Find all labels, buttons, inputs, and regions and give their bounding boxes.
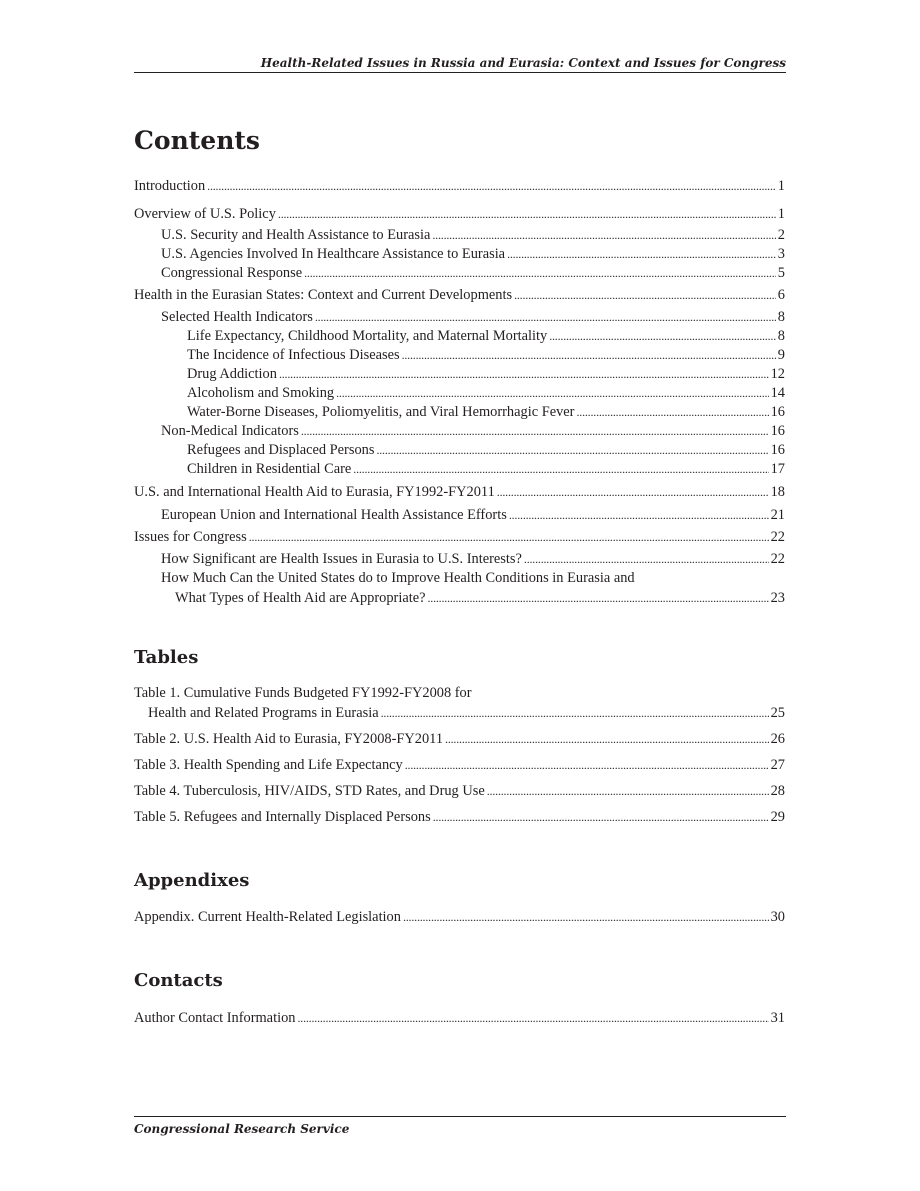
- toc-entry-title: Appendix. Current Health-Related Legislation: [134, 909, 401, 925]
- toc-entry[interactable]: [134, 205, 785, 223]
- toc-entry[interactable]: [175, 589, 785, 607]
- leader-dots: [336, 384, 769, 402]
- toc-entry[interactable]: [161, 550, 785, 568]
- toc-entry-page: 29: [770, 809, 785, 825]
- toc-entry-title: Table 3. Health Spending and Life Expectancy: [134, 757, 403, 773]
- footer: Congressional Research Service: [134, 1122, 350, 1136]
- toc-entry-title: U.S. Agencies Involved In Healthcare Assistance to Eurasia: [161, 246, 506, 262]
- leader-dots: [427, 589, 768, 607]
- toc-entry[interactable]: [161, 245, 785, 263]
- toc-entry-page: 8: [777, 328, 785, 344]
- toc-entry-title: Refugees and Displaced Persons: [187, 442, 375, 458]
- toc-entry-title: Table 5. Refugees and Internally Displaced Persons: [134, 809, 431, 825]
- leader-dots: [304, 264, 776, 282]
- toc-entry-page: 12: [770, 366, 785, 382]
- leader-dots: [507, 245, 776, 263]
- toc-entry[interactable]: [187, 403, 785, 421]
- toc-entry[interactable]: [161, 226, 785, 244]
- toc-entry-page: 25: [770, 705, 785, 721]
- leader-dots: [514, 286, 776, 304]
- leader-dots: [487, 782, 769, 800]
- leader-dots: [249, 528, 769, 546]
- leader-dots: [445, 730, 769, 748]
- toc-entry[interactable]: [134, 286, 785, 304]
- leader-dots: [279, 365, 769, 383]
- leader-dots: [297, 1009, 768, 1027]
- leader-dots: [497, 483, 769, 501]
- toc-entry-title: Health and Related Programs in Eurasia: [148, 705, 379, 721]
- toc-entry-title: U.S. Security and Health Assistance to Eurasia: [161, 227, 431, 243]
- leader-dots: [403, 908, 769, 926]
- toc-entry[interactable]: [134, 177, 785, 195]
- leader-dots: [278, 205, 776, 223]
- leader-dots: [509, 506, 769, 524]
- toc-entry-page: 16: [770, 442, 785, 458]
- header-rule: [134, 72, 786, 73]
- toc-entry-title: Overview of U.S. Policy: [134, 206, 276, 222]
- toc-entry[interactable]: [187, 384, 785, 402]
- leader-dots: [381, 704, 769, 722]
- leader-dots: [549, 327, 776, 345]
- toc-entry-title: Issues for Congress: [134, 529, 247, 545]
- toc-entry[interactable]: [187, 365, 785, 383]
- toc-entry-title: Author Contact Information: [134, 1010, 296, 1026]
- toc-entry-title: Life Expectancy, Childhood Mortality, and Maternal Mortality: [187, 328, 548, 344]
- footer-rule: [134, 1116, 786, 1117]
- toc-entry-title: What Types of Health Aid are Appropriate?: [175, 590, 426, 606]
- toc-entry-title-line1[interactable]: How Much Can the United States do to Improve Health Conditions in Eurasia and: [161, 570, 635, 586]
- leader-dots: [576, 403, 768, 421]
- toc-entry-page: 1: [777, 178, 785, 194]
- toc-entry-page: 21: [770, 507, 785, 523]
- toc-entry-title: Introduction: [134, 178, 206, 194]
- leader-dots: [315, 308, 776, 326]
- toc-entry[interactable]: [134, 808, 785, 826]
- toc-entry[interactable]: [187, 327, 785, 345]
- toc-entry[interactable]: [161, 264, 785, 282]
- leader-dots: [402, 346, 776, 364]
- toc-entry[interactable]: [134, 528, 785, 546]
- toc-entry-page: 23: [770, 590, 785, 606]
- toc-entry-page: 2: [777, 227, 785, 243]
- toc-entry-title: How Significant are Health Issues in Eurasia to U.S. Interests?: [161, 551, 522, 567]
- leader-dots: [301, 422, 769, 440]
- toc-entry-title: Drug Addiction: [187, 366, 277, 382]
- toc-entry-title: Water-Borne Diseases, Poliomyelitis, and Viral Hemorrhagic Fever: [187, 404, 575, 420]
- toc-entry-title: Alcoholism and Smoking: [187, 385, 335, 401]
- contents-heading: Contents: [134, 126, 261, 155]
- toc-entry-title: Table 4. Tuberculosis, HIV/AIDS, STD Rates, and Drug Use: [134, 783, 485, 799]
- toc-entry[interactable]: [148, 704, 785, 722]
- toc-entry-page: 28: [770, 783, 785, 799]
- toc-entry[interactable]: [134, 908, 785, 926]
- toc-entry[interactable]: [134, 483, 785, 501]
- toc-entry-page: 1: [777, 206, 785, 222]
- toc-entry-page: 14: [770, 385, 785, 401]
- toc-entry-page: 16: [770, 404, 785, 420]
- toc-entry[interactable]: [187, 441, 785, 459]
- toc-entry-page: 9: [777, 347, 785, 363]
- toc-entry-page: 17: [770, 461, 785, 477]
- leader-dots: [376, 441, 768, 459]
- toc-entry-page: 5: [777, 265, 785, 281]
- toc-entry-page: 26: [770, 731, 785, 747]
- toc-entry-title-line1[interactable]: Table 1. Cumulative Funds Budgeted FY1992-FY2008 for: [134, 685, 472, 701]
- toc-entry-title: Health in the Eurasian States: Context and Current Developments: [134, 287, 513, 303]
- toc-entry-page: 22: [770, 551, 785, 567]
- toc-entry-page: 18: [770, 484, 785, 500]
- toc-entry-page: 27: [770, 757, 785, 773]
- leader-dots: [524, 550, 769, 568]
- leader-dots: [433, 808, 769, 826]
- tables-heading: Tables: [134, 647, 199, 668]
- appendixes-heading: Appendixes: [134, 870, 250, 891]
- toc-entry-title: The Incidence of Infectious Diseases: [187, 347, 400, 363]
- toc-entry-page: 22: [770, 529, 785, 545]
- leader-dots: [353, 460, 768, 478]
- toc-entry-title: U.S. and International Health Aid to Eurasia, FY1992-FY2011: [134, 484, 495, 500]
- toc-entry-page: 31: [770, 1010, 785, 1026]
- toc-entry-title: Children in Residential Care: [187, 461, 352, 477]
- toc-entry[interactable]: [161, 506, 785, 524]
- toc-entry[interactable]: [161, 422, 785, 440]
- running-header: Health-Related Issues in Russia and Eurasia: Context and Issues for Congress: [260, 56, 786, 70]
- toc-entry-page: 6: [777, 287, 785, 303]
- toc-entry[interactable]: [134, 1009, 785, 1027]
- toc-entry[interactable]: [134, 782, 785, 800]
- toc-entry-title: Congressional Response: [161, 265, 303, 281]
- toc-entry-title: Non-Medical Indicators: [161, 423, 299, 439]
- toc-entry-title: Selected Health Indicators: [161, 309, 313, 325]
- leader-dots: [432, 226, 775, 244]
- toc-entry-title: Table 2. U.S. Health Aid to Eurasia, FY2008-FY2011: [134, 731, 444, 747]
- contacts-heading: Contacts: [134, 970, 223, 991]
- toc-entry[interactable]: [187, 346, 785, 364]
- toc-entry-page: 30: [770, 909, 785, 925]
- leader-dots: [207, 177, 776, 195]
- toc-entry[interactable]: [134, 730, 785, 748]
- toc-entry-page: 8: [777, 309, 785, 325]
- toc-entry[interactable]: [134, 756, 785, 774]
- toc-entry[interactable]: [187, 460, 785, 478]
- leader-dots: [405, 756, 769, 774]
- toc-entry-page: 3: [777, 246, 785, 262]
- toc-entry-page: 16: [770, 423, 785, 439]
- toc-entry[interactable]: [161, 308, 785, 326]
- toc-entry-title: European Union and International Health Assistance Efforts: [161, 507, 507, 523]
